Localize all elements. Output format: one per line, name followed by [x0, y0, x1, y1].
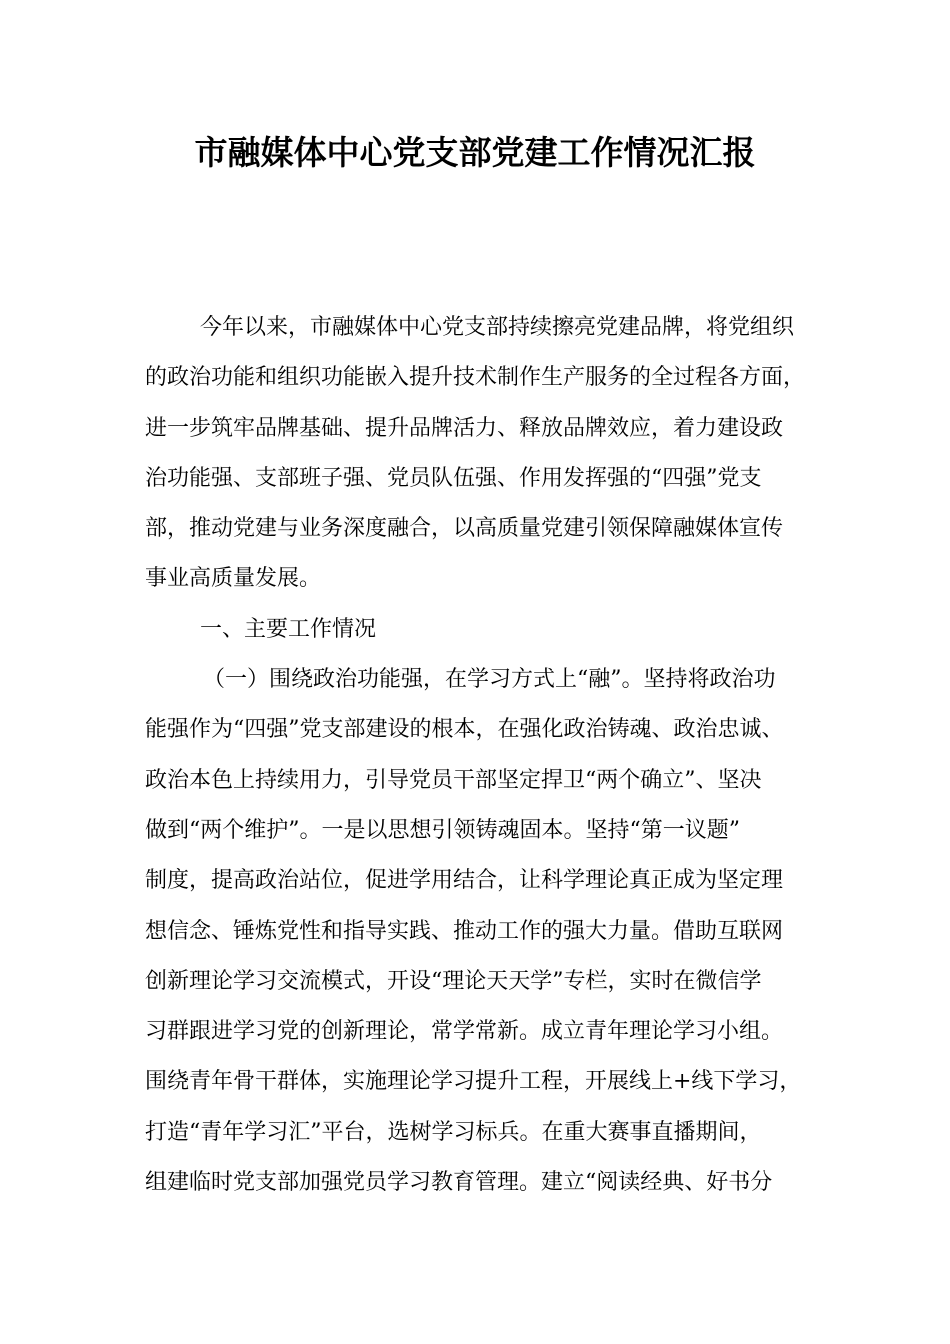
document-body [145, 303, 825, 1208]
paragraph-line: 创新理论学习交流模式，开设“理论天天学”专栏，实时在微信学 [145, 968, 762, 994]
paragraph-line: 围绕青年骨干群体，实施理论学习提升工程，开展线上+线下学习， [145, 1069, 802, 1095]
paragraph-line: 政治本色上持续用力，引导党员干部坚定捍卫“两个确立”、坚决 [145, 767, 762, 793]
paragraph-line: 的政治功能和组织功能嵌入提升技术制作生产服务的全过程各方面， [145, 365, 806, 391]
paragraph-line: 事业高质量发展。 [145, 566, 322, 592]
section-heading: 一、主要工作情况 [200, 616, 377, 642]
subsection-heading-line: （一）围绕政治功能强，在学习方式上“融”。坚持将政治功 [203, 667, 776, 693]
paragraph-line: 组建临时党支部加强党员学习教育管理。建立“阅读经典、好书分 [145, 1170, 773, 1196]
paragraph-line: 制度，提高政治站位，促进学用结合，让科学理论真正成为坚定理 [145, 868, 784, 894]
paragraph-line: 打造“青年学习汇”平台，选树学习标兵。在重大赛事直播期间， [145, 1119, 762, 1145]
paragraph-line: 今年以来，市融媒体中心党支部持续擦亮党建品牌，将党组织 [200, 315, 795, 340]
paragraph-line: 习群跟进学习党的创新理论，常学常新。成立青年理论学习小组。 [145, 1019, 784, 1045]
paragraph-line: 进一步筑牢品牌基础、提升品牌活力、释放品牌效应，着力建设政 [145, 415, 784, 441]
paragraph-line: 想信念、锤炼党性和指导实践、推动工作的强大力量。借助互联网 [145, 918, 784, 944]
paragraph-line: 做到“两个维护”。一是以思想引领铸魂固本。坚持“第一议题” [145, 817, 740, 843]
paragraph-line: 治功能强、支部班子强、党员队伍强、作用发挥强的“四强”党支 [145, 465, 762, 491]
paragraph-line: 能强作为“四强”党支部建设的根本，在强化政治铸魂、政治忠诚、 [145, 717, 784, 743]
paragraph-line: 部，推动党建与业务深度融合，以高质量党建引领保障融媒体宣传 [145, 516, 784, 542]
document-title: 市融媒体中心党支部党建工作情况汇报 [194, 133, 756, 172]
